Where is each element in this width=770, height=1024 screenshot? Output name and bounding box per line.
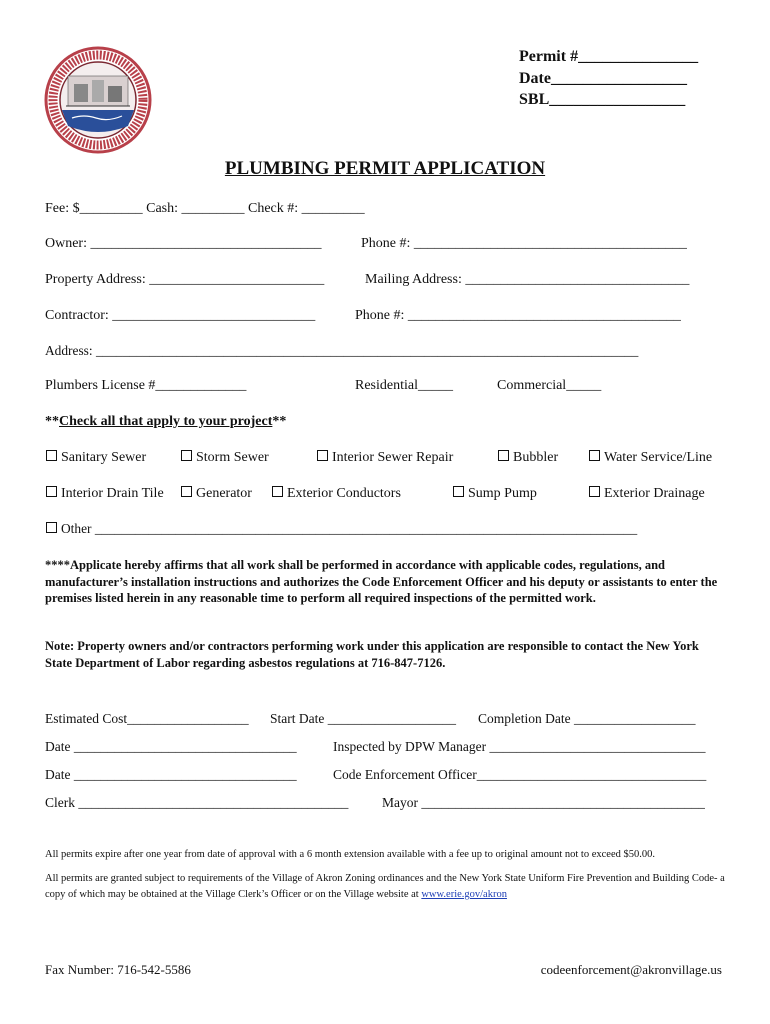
header-date-field[interactable]: Date_________________	[519, 70, 687, 87]
property-address-field[interactable]: Property Address: _________________________	[45, 272, 325, 287]
checkbox-other[interactable]: Other _________________________________________________________________________________	[46, 521, 637, 537]
checkbox-exterior-conductors[interactable]: Exterior Conductors	[272, 486, 401, 502]
date-field-1[interactable]: Date _________________________________	[45, 739, 297, 754]
code-enforcement-officer-field[interactable]: Code Enforcement Officer__________________________________	[333, 767, 707, 782]
checkbox-storm-sewer[interactable]: Storm Sewer	[181, 450, 269, 466]
affirmation-text: ****Applicate hereby affirms that all work shall be performed in accordance with applicable codes, regulations, and manufacturer’s installation instructions and authorizes the Code Enforcement Officer and his deputy or assistants to enter the premises listed herein in any reasonable time to perform all required inspections of the permitted work.	[45, 558, 718, 605]
mailing-address-field[interactable]: Mailing Address: ________________________________	[365, 272, 690, 287]
permit-granted-text: All permits are granted subject to requirements of the Village of Akron Zoning ordinances and the New York State Uniform Fire Prevention and Building Code- a copy of which may be obtained at the Village Clerk’s Officer or on the Village website at www.erie.gov/akron	[45, 873, 725, 900]
checkbox-square-icon[interactable]	[46, 486, 57, 497]
checkbox-square-icon[interactable]	[181, 486, 192, 497]
checkbox-square-icon[interactable]	[589, 486, 600, 497]
checkbox-square-icon[interactable]	[498, 450, 509, 461]
checkbox-bubbler[interactable]: Bubbler	[498, 450, 558, 466]
contact-email[interactable]: codeenforcement@akronvillage.us	[540, 962, 722, 977]
date-field-2[interactable]: Date _________________________________	[45, 767, 297, 782]
checkbox-sump-pump[interactable]: Sump Pump	[453, 486, 537, 502]
checkbox-square-icon[interactable]	[181, 450, 192, 461]
checkbox-generator[interactable]: Generator	[181, 486, 252, 502]
owner-phone-field[interactable]: Phone #: _______________________________________	[361, 236, 687, 251]
page-title: PLUMBING PERMIT APPLICATION	[224, 158, 546, 179]
checkbox-water-service-line[interactable]: Water Service/Line	[589, 450, 712, 466]
village-website-link[interactable]: www.erie.gov/akron	[421, 889, 507, 900]
start-date-field[interactable]: Start Date ___________________	[270, 711, 456, 726]
permit-number-field[interactable]: Permit #_______________	[519, 48, 699, 65]
contractor-field[interactable]: Contractor: _____________________________	[45, 308, 316, 323]
village-seal-logo	[44, 46, 152, 154]
permit-expiry-text: All permits expire after one year from date of approval with a 6 month extension available with a fee up to original amount not to exceed $50.00.	[45, 849, 655, 860]
mayor-field[interactable]: Mayor __________________________________________	[382, 795, 705, 810]
commercial-field[interactable]: Commercial_____	[497, 378, 602, 393]
checkbox-square-icon[interactable]	[46, 522, 57, 533]
inspected-by-field[interactable]: Inspected by DPW Manager ________________________________	[333, 739, 706, 754]
plumbers-license-field[interactable]: Plumbers License #_____________	[45, 378, 247, 393]
residential-field[interactable]: Residential_____	[355, 378, 453, 393]
checkbox-interior-sewer-repair[interactable]: Interior Sewer Repair	[317, 450, 453, 466]
completion-date-field[interactable]: Completion Date __________________	[478, 711, 696, 726]
clerk-field[interactable]: Clerk ________________________________________	[45, 795, 349, 810]
contractor-phone-field[interactable]: Phone #: _______________________________________	[355, 308, 681, 323]
checkbox-square-icon[interactable]	[589, 450, 600, 461]
asbestos-note: Note: Property owners and/or contractors performing work under this application are responsible to contact the New York State Department of Labor regarding asbestos regulations at 716-847-7126.	[45, 639, 699, 670]
owner-field[interactable]: Owner: _________________________________	[45, 236, 322, 251]
estimated-cost-field[interactable]: Estimated Cost__________________	[45, 711, 249, 726]
fee-field[interactable]: Fee: $_________ Cash: _________ Check #: _________	[45, 201, 365, 216]
address-field[interactable]: Address: _________________________________________________________________________________	[45, 343, 639, 358]
checkbox-square-icon[interactable]	[317, 450, 328, 461]
fax-number: Fax Number: 716-542-5586	[45, 962, 191, 977]
check-all-heading: **Check all that apply to your project**	[45, 414, 287, 429]
checkbox-square-icon[interactable]	[272, 486, 283, 497]
sbl-field[interactable]: SBL_________________	[519, 91, 686, 108]
checkbox-interior-drain-tile[interactable]: Interior Drain Tile	[46, 486, 164, 502]
checkbox-exterior-drainage[interactable]: Exterior Drainage	[589, 486, 705, 502]
checkbox-square-icon[interactable]	[453, 486, 464, 497]
checkbox-square-icon[interactable]	[46, 450, 57, 461]
checkbox-sanitary-sewer[interactable]: Sanitary Sewer	[46, 450, 146, 466]
